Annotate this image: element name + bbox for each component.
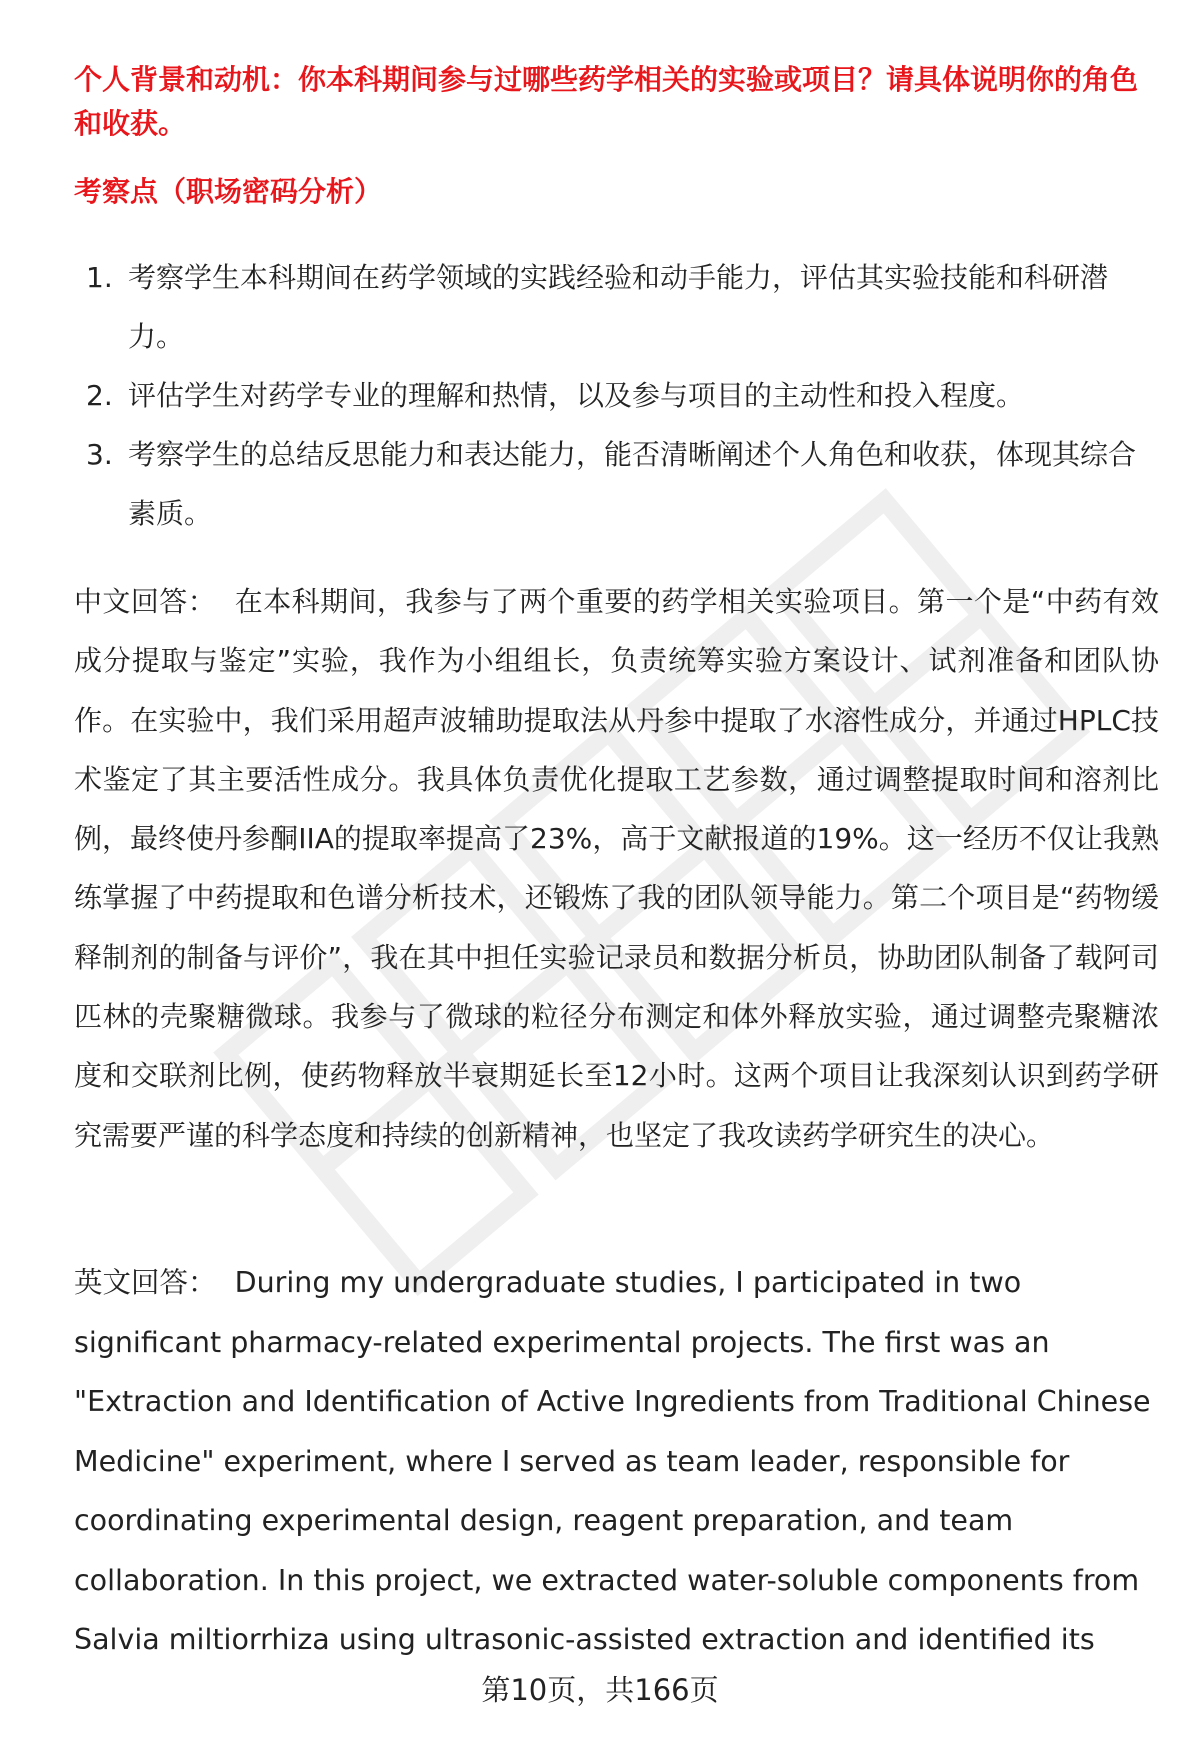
chinese-answer-paragraph (74, 572, 1159, 1165)
chinese-answer-label: 中文回答： (74, 585, 217, 618)
list-item-text: 评估学生对药学专业的理解和热情，以及参与项目的主动性和投入程度。 (128, 379, 1025, 412)
page-number-footer: 第10页，共166页 (481, 1673, 719, 1707)
assessment-points-list (74, 248, 1154, 543)
english-answer-paragraph (74, 1253, 1159, 1670)
list-item (74, 366, 1154, 425)
english-answer-label: 英文回答： (74, 1266, 217, 1299)
list-item-number: 3. (86, 438, 113, 471)
english-answer-text: During my undergraduate studies, I participated in two significant pharmacy-related experimental projects. The first was an "Extraction and Identification of Active Ingredients from Traditional Chinese Medicine" experiment, where I served as team leader, responsible for coordinating experimental design, reagent preparation, and team collaboration. In this project, we extracted water-soluble components from Salvia miltiorrhiza using ultrasonic-assisted extraction and identified its (74, 1266, 1151, 1656)
chinese-answer-text: 在本科期间，我参与了两个重要的药学相关实验项目。第一个是“中药有效成分提取与鉴定”实验，我作为小组组长，负责统筹实验方案设计、试剂准备和团队协作。在实验中，我们采用超声波辅助提取法从丹参中提取了水溶性成分，并通过HPLC技术鉴定了其主要活性成分。我具体负责优化提取工艺参数，通过调整提取时间和溶剂比例，最终使丹参酮IIA的提取率提高了23%，高于文献报道的19%。这一经历不仅让我熟练掌握了中药提取和色谱分析技术，还锻炼了我的团队领导能力。第二个项目是“药物缓释制剂的制备与评价”，我在其中担任实验记录员和数据分析员，协助团队制备了载阿司匹林的壳聚糖微球。我参与了微球的粒径分布测定和体外释放实验，通过调整壳聚糖浓度和交联剂比例，使药物释放半衰期延长至12小时。这两个项目让我深刻认识到药学研究需要严谨的科学态度和持续的创新精神，也坚定了我攻读药学研究生的决心。 (74, 585, 1159, 1152)
list-item-text: 考察学生的总结反思能力和表达能力，能否清晰阐述个人角色和收获，体现其综合素质。 (128, 438, 1137, 530)
list-item-number: 2. (86, 379, 113, 412)
list-item-text: 考察学生本科期间在药学领域的实践经验和动手能力，评估其实验技能和科研潜力。 (128, 261, 1109, 353)
list-item (74, 248, 1154, 366)
list-item-number: 1. (86, 261, 113, 294)
section-title: 考察点（职场密码分析） (74, 175, 383, 208)
list-item (74, 425, 1154, 543)
question-heading: 个人背景和动机：你本科期间参与过哪些药学相关的实验或项目？请具体说明你的角色和收获。 (74, 63, 1139, 140)
